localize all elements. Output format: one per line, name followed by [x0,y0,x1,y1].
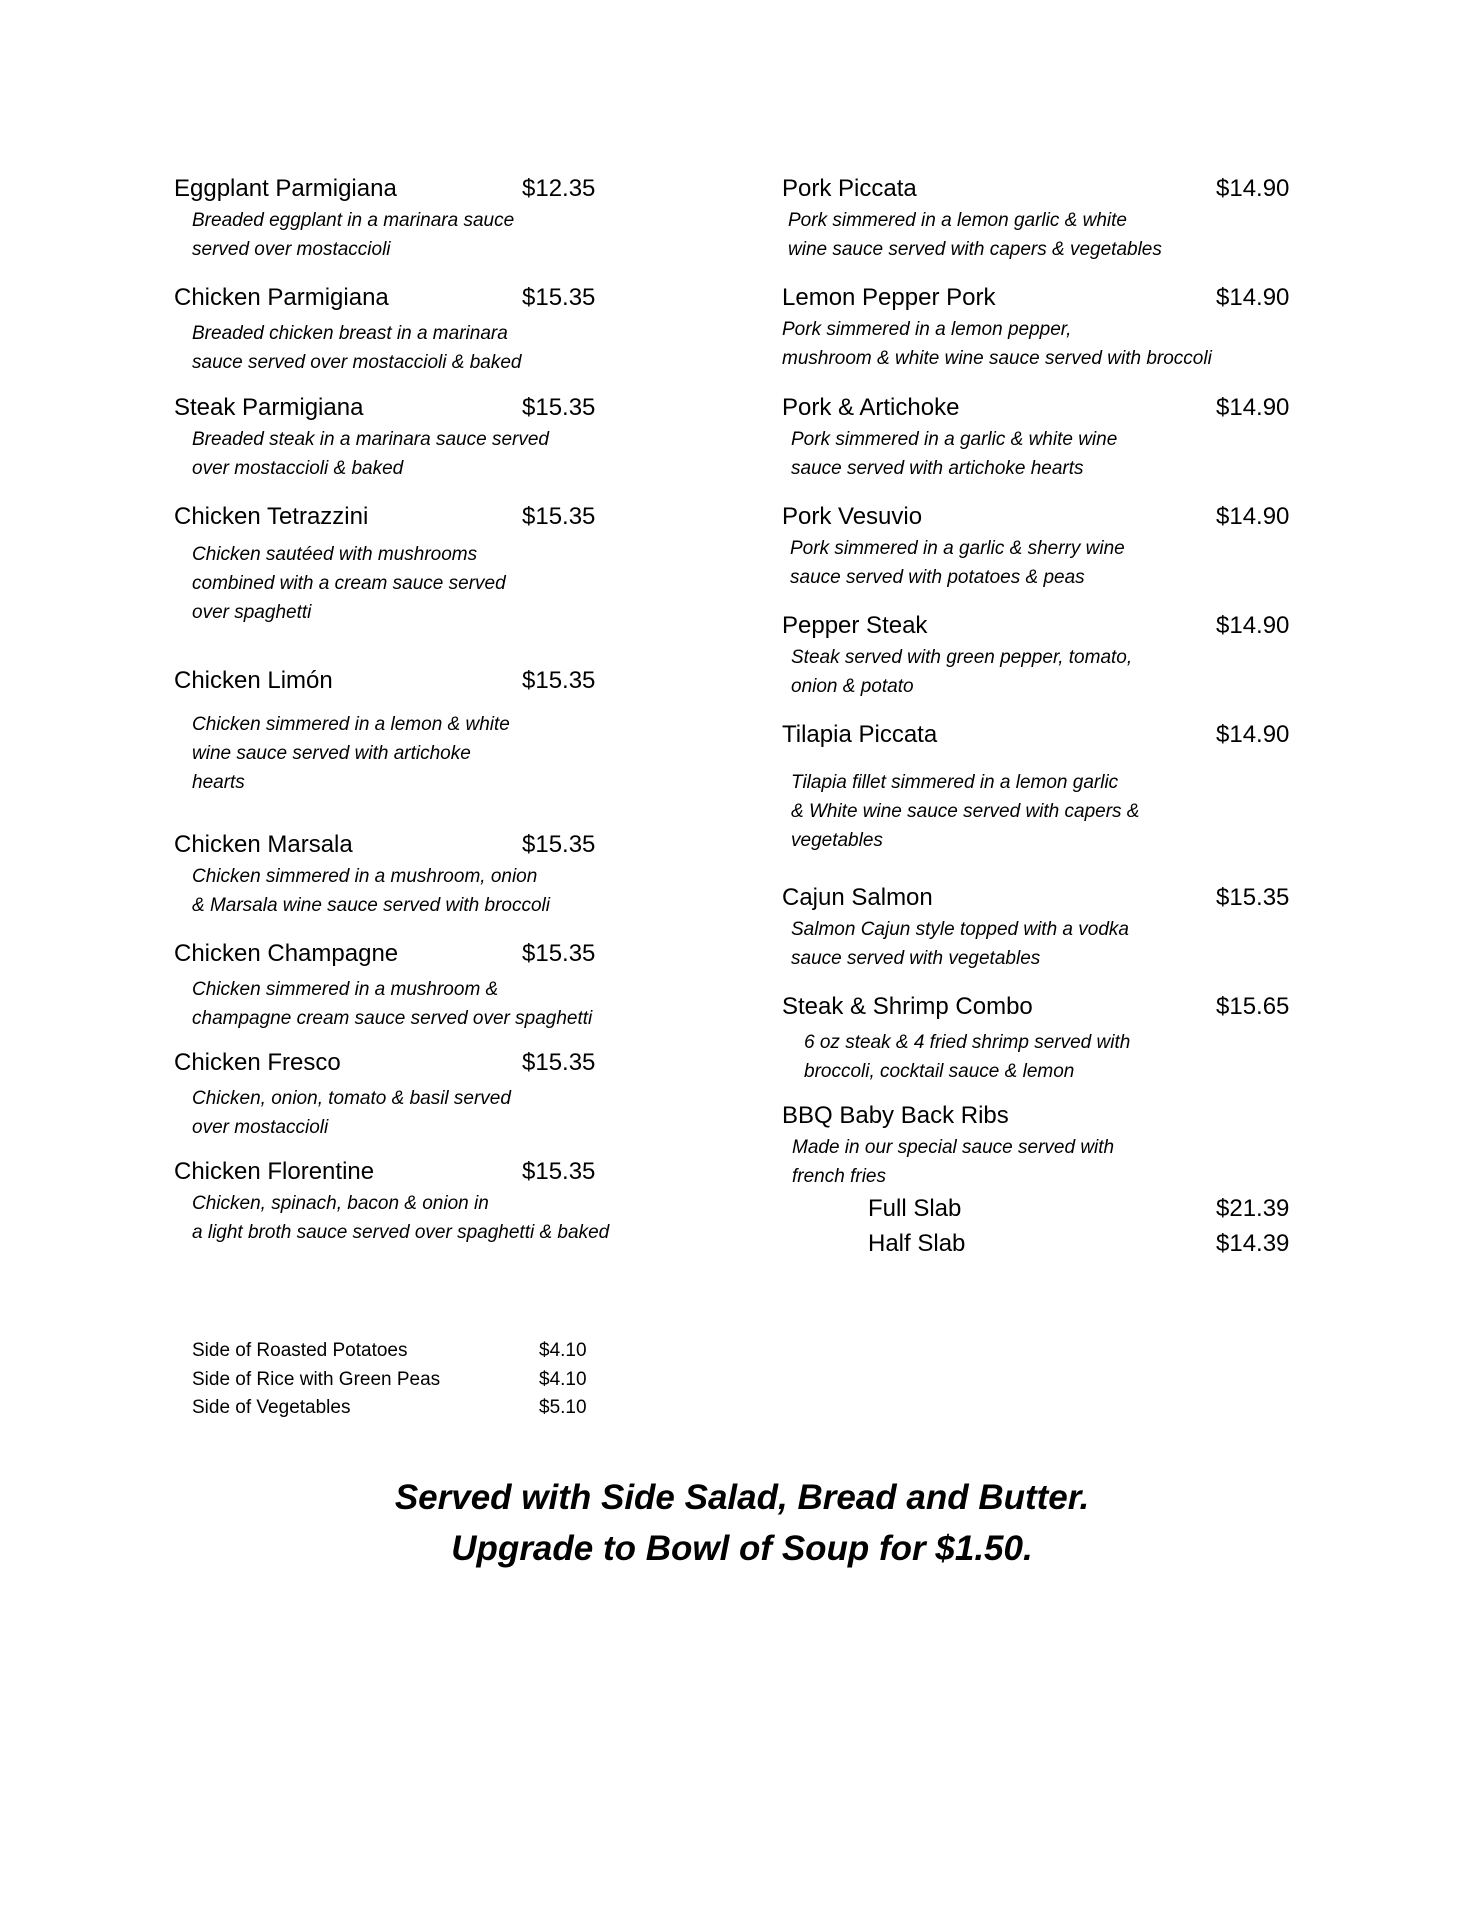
item-description [791,425,1261,483]
item-description-line: Chicken sautéed with mushrooms [192,544,478,565]
item-price: $15.35 [522,503,596,530]
item-price: $15.35 [522,284,596,311]
menu-item-pork-artichoke [782,391,1302,483]
ribs-option-half-slab [782,1226,1302,1261]
item-price: $14.90 [1216,394,1290,421]
item-description-line: Steak served with green pepper, tomato, [791,647,1133,668]
item-price: $15.35 [522,1158,596,1185]
sides-list [192,1337,612,1423]
item-description-line: a light broth sauce served over spaghetti & baked [192,1222,610,1243]
item-description-line: over mostaccioli & baked [192,458,404,479]
side-price: $4.10 [539,1368,587,1390]
menu-item-chicken-limon [174,664,694,797]
item-name: Cajun Salmon [782,884,933,911]
menu-item-pork-piccata [782,172,1302,264]
item-description [782,315,1302,373]
item-description-line: french fries [792,1166,886,1187]
item-description [192,1189,732,1247]
menu-item-eggplant-parmigiana [174,172,694,264]
item-price: $14.90 [1216,175,1290,202]
item-price: $15.35 [522,667,596,694]
item-name: Eggplant Parmigiana [174,175,397,202]
item-description-line: over spaghetti [192,602,312,623]
item-description [792,1133,1262,1191]
option-price: $14.39 [1216,1230,1290,1257]
menu-item-chicken-champagne [174,937,694,1033]
item-description-line: Chicken, onion, tomato & basil served [192,1088,511,1109]
served-with-note [0,1472,1484,1574]
menu-item-pork-vesuvio [782,500,1302,592]
item-description-line: over mostaccioli [192,1117,329,1138]
item-description-line: hearts [192,772,245,793]
item-name: Chicken Champagne [174,940,399,967]
menu-item-chicken-marsala [174,828,694,920]
option-price: $21.39 [1216,1195,1290,1222]
side-name: Side of Rice with Green Peas [192,1368,441,1390]
side-item [192,1366,612,1395]
item-description [791,768,1261,855]
item-description [192,862,632,920]
item-name: Chicken Florentine [174,1158,375,1185]
item-description-line: Made in our special sauce served with [792,1137,1115,1158]
footer-line-soup-upgrade: Upgrade to Bowl of Soup for $1.50. [451,1529,1033,1568]
menu-item-lemon-pepper-pork [782,281,1302,373]
item-name: Chicken Marsala [174,831,353,858]
side-item [192,1394,612,1423]
item-description-line: sauce served with potatoes & peas [790,567,1085,588]
item-name: Lemon Pepper Pork [782,284,996,311]
item-name: Steak & Shrimp Combo [782,993,1033,1020]
side-price: $5.10 [539,1397,587,1418]
item-price: $14.90 [1216,721,1290,748]
item-price: $14.90 [1216,503,1290,530]
side-name: Side of Roasted Potatoes [192,1340,408,1361]
side-item [192,1337,612,1366]
menu-item-cajun-salmon [782,881,1302,973]
item-description-line: Salmon Cajun style topped with a vodka [791,919,1129,940]
item-description-line: vegetables [791,830,883,851]
side-name: Side of Vegetables [192,1397,351,1418]
item-description-line: combined with a cream sauce served [192,573,506,594]
item-description [192,425,632,483]
item-description [788,206,1258,264]
option-name: Full Slab [868,1195,962,1222]
item-description [192,206,632,264]
item-description-line: champagne cream sauce served over spaghetti [192,1008,593,1029]
item-description-line: Pork simmered in a garlic & white wine [791,429,1118,450]
item-price: $14.90 [1216,612,1290,639]
item-name: Pepper Steak [782,612,928,639]
item-description-line: & White wine sauce served with capers & [791,801,1140,822]
item-description [192,975,712,1033]
item-description-line: wine sauce served with capers & vegetables [788,239,1162,260]
item-price: $15.35 [522,394,596,421]
item-name: Chicken Fresco [174,1049,341,1076]
item-description-line: served over mostaccioli [192,239,391,260]
footer-line-side-salad: Served with Side Salad, Bread and Butter. [394,1478,1090,1517]
menu-item-chicken-fresco [174,1046,694,1142]
item-price: $15.35 [522,831,596,858]
item-description-line: wine sauce served with artichoke [192,743,471,764]
item-description-line: onion & potato [791,676,914,697]
item-price: $15.35 [1216,884,1290,911]
item-description-line: Pork simmered in a lemon pepper, [782,319,1072,340]
item-description [192,540,632,627]
menu-item-pepper-steak [782,609,1302,701]
item-description-line: Breaded eggplant in a marinara sauce [192,210,515,231]
menu-item-tilapia-piccata [782,718,1302,855]
item-description [192,710,632,797]
item-name: Pork Vesuvio [782,503,923,530]
item-price: $14.90 [1216,284,1290,311]
item-description [791,915,1261,973]
item-description-line: Chicken simmered in a lemon & white [192,714,510,735]
item-price: $15.35 [522,940,596,967]
item-name: Pork Piccata [782,175,917,202]
item-description-line: sauce served with artichoke hearts [791,458,1084,479]
item-description-line: sauce served over mostaccioli & baked [192,352,522,373]
item-name: Tilapia Piccata [782,721,938,748]
item-name: BBQ Baby Back Ribs [782,1102,1009,1129]
side-price: $4.10 [539,1340,587,1361]
item-name: Chicken Limón [174,667,333,694]
item-description-line: Chicken, spinach, bacon & onion in [192,1193,489,1214]
item-name: Pork & Artichoke [782,394,960,421]
item-description-line: & Marsala wine sauce served with broccoli [192,895,550,916]
item-description-line: mushroom & white wine sauce served with broccoli [782,348,1212,369]
item-description-line: broccoli, cocktail sauce & lemon [804,1061,1075,1082]
option-name: Half Slab [868,1230,966,1257]
item-description-line: Tilapia fillet simmered in a lemon garlic [791,772,1119,793]
item-description-line: Breaded chicken breast in a marinara [192,323,508,344]
item-description [192,1084,632,1142]
item-description-line: Breaded steak in a marinara sauce served [192,429,549,450]
item-description [192,319,632,377]
item-description [790,534,1260,592]
item-description [791,643,1261,701]
item-description-line: Pork simmered in a garlic & sherry wine [790,538,1125,559]
item-name: Chicken Parmigiana [174,284,389,311]
item-name: Chicken Tetrazzini [174,503,369,530]
item-description-line: sauce served with vegetables [791,948,1041,969]
menu-item-steak-parmigiana [174,391,694,483]
menu-item-chicken-florentine [174,1155,694,1247]
ribs-option-full-slab [782,1191,1302,1226]
item-name: Steak Parmigiana [174,394,364,421]
item-description [804,1028,1274,1086]
item-price: $12.35 [522,175,596,202]
item-description-line: 6 oz steak & 4 fried shrimp served with [804,1032,1131,1053]
menu-item-steak-shrimp-combo [782,990,1302,1086]
item-description-line: Pork simmered in a lemon garlic & white [788,210,1127,231]
item-price: $15.35 [522,1049,596,1076]
menu-item-chicken-parmigiana [174,281,694,377]
menu-item-bbq-baby-back-ribs [782,1099,1302,1261]
item-description-line: Chicken simmered in a mushroom & [192,979,499,1000]
item-price: $15.65 [1216,993,1290,1020]
menu-item-chicken-tetrazzini [174,500,694,627]
item-description-line: Chicken simmered in a mushroom, onion [192,866,538,887]
